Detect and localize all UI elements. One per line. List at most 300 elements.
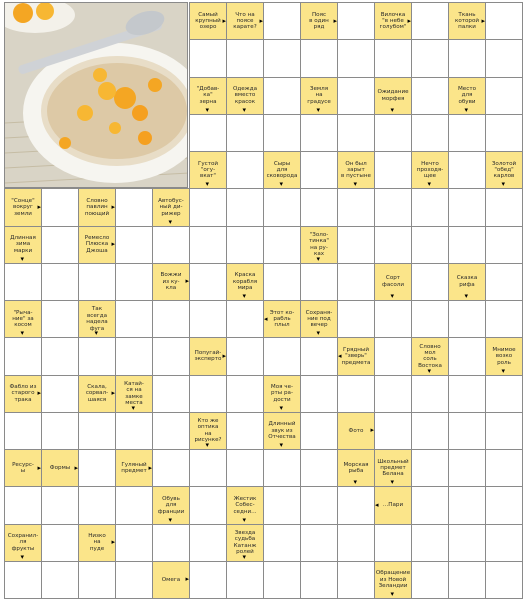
answer-cell[interactable] bbox=[115, 188, 153, 226]
clue-arrow-icon: ▾ bbox=[20, 254, 25, 263]
clue-text: Омега bbox=[161, 576, 181, 583]
clue-text: "Добав- ка" зерна bbox=[196, 86, 220, 105]
answer-cell[interactable] bbox=[374, 226, 412, 264]
clue-text: Сыры для сковорода bbox=[266, 160, 298, 180]
clue-arrow-icon: ▸ bbox=[37, 202, 41, 211]
answer-cell[interactable] bbox=[374, 114, 412, 152]
answer-cell[interactable] bbox=[374, 188, 412, 226]
clue-cell bbox=[300, 226, 338, 264]
clue-arrow-icon: ▾ bbox=[168, 515, 173, 524]
clue-arrow-icon: ▸ bbox=[111, 538, 115, 547]
answer-cell[interactable] bbox=[41, 188, 79, 226]
answer-cell[interactable] bbox=[337, 375, 375, 413]
answer-cell[interactable] bbox=[300, 375, 338, 413]
answer-cell[interactable] bbox=[152, 449, 190, 487]
clue-arrow-icon: ▾ bbox=[242, 515, 247, 524]
answer-cell[interactable] bbox=[263, 449, 301, 487]
clue-text: Длинный звук из Отчества bbox=[268, 421, 296, 441]
answer-cell[interactable] bbox=[337, 2, 375, 40]
clue-text: Место для обуви bbox=[457, 86, 477, 105]
answer-cell[interactable] bbox=[263, 486, 301, 524]
clue-text: Сорт фасоли bbox=[382, 275, 404, 288]
clue-text: Ремесло Плюска Джоша bbox=[84, 235, 110, 254]
clue-cell bbox=[4, 226, 42, 264]
answer-cell[interactable] bbox=[226, 449, 264, 487]
clue-arrow-icon: ▾ bbox=[242, 552, 247, 561]
answer-cell[interactable] bbox=[374, 39, 412, 77]
clue-cell bbox=[448, 263, 486, 301]
clue-arrow-icon: ▸ bbox=[111, 389, 115, 398]
clue-cell bbox=[189, 2, 227, 40]
answer-cell[interactable] bbox=[189, 524, 227, 562]
answer-cell[interactable] bbox=[485, 561, 523, 599]
answer-cell[interactable] bbox=[41, 524, 79, 562]
answer-cell[interactable] bbox=[448, 39, 486, 77]
answer-cell[interactable] bbox=[448, 226, 486, 264]
clue-cell bbox=[226, 77, 264, 115]
answer-cell[interactable] bbox=[115, 300, 153, 338]
clue-text: Ткань которой палки bbox=[454, 11, 480, 31]
answer-cell[interactable] bbox=[485, 77, 523, 115]
clue-text: Ожидание морфея bbox=[377, 89, 409, 102]
clue-text: Он был зарыт в пустыне bbox=[341, 160, 371, 180]
clue-cell bbox=[374, 449, 412, 487]
clue-arrow-icon: ▾ bbox=[390, 292, 395, 300]
answer-cell[interactable] bbox=[263, 77, 301, 115]
answer-cell[interactable] bbox=[78, 449, 116, 487]
clue-text: Катай- ся на замке места bbox=[124, 380, 144, 407]
clue-cell bbox=[189, 337, 227, 375]
clue-text: Морская рыба bbox=[343, 461, 369, 475]
clue-text: Формы bbox=[49, 464, 71, 471]
answer-cell[interactable] bbox=[115, 524, 153, 562]
clue-cell bbox=[189, 151, 227, 189]
answer-cell[interactable] bbox=[41, 300, 79, 338]
clue-arrow-icon: ▸ bbox=[259, 16, 263, 25]
clue-arrow-icon: ▾ bbox=[316, 254, 321, 263]
clue-arrow-icon: ▾ bbox=[316, 329, 321, 338]
clue-arrow-icon: ▾ bbox=[390, 590, 395, 598]
answer-cell[interactable] bbox=[485, 114, 523, 152]
clue-cell bbox=[78, 300, 116, 338]
clue-arrow-icon: ▾ bbox=[390, 105, 395, 114]
answer-cell[interactable] bbox=[4, 412, 42, 450]
answer-cell[interactable] bbox=[374, 412, 412, 450]
clue-cell bbox=[263, 151, 301, 189]
clue-arrow-icon: ▸ bbox=[37, 463, 41, 472]
answer-cell[interactable] bbox=[300, 39, 338, 77]
answer-cell[interactable] bbox=[189, 561, 227, 599]
answer-cell[interactable] bbox=[448, 486, 486, 524]
clue-text: Жестик Собес- седни... bbox=[233, 495, 257, 515]
clue-text: Ресурс- ы bbox=[12, 461, 34, 475]
clue-cell bbox=[448, 77, 486, 115]
clue-cell bbox=[337, 449, 375, 487]
answer-cell[interactable] bbox=[300, 449, 338, 487]
answer-cell[interactable] bbox=[448, 561, 486, 599]
answer-cell[interactable] bbox=[337, 486, 375, 524]
clue-text: Обувь для франции bbox=[157, 495, 185, 515]
clue-cell bbox=[226, 263, 264, 301]
answer-cell[interactable] bbox=[78, 337, 116, 375]
answer-cell[interactable] bbox=[263, 337, 301, 375]
answer-cell[interactable] bbox=[41, 486, 79, 524]
answer-cell[interactable] bbox=[115, 561, 153, 599]
clue-cell bbox=[115, 449, 153, 487]
answer-cell[interactable] bbox=[448, 114, 486, 152]
clue-arrow-icon: ▸ bbox=[222, 351, 226, 360]
clue-cell bbox=[337, 337, 375, 375]
clue-cell bbox=[152, 561, 190, 599]
clue-arrow-icon: ▾ bbox=[464, 105, 469, 114]
answer-cell[interactable] bbox=[485, 300, 523, 338]
answer-cell[interactable] bbox=[337, 300, 375, 338]
clue-text: Мнимое возко роль bbox=[492, 346, 516, 366]
oatmeal-with-peaches-photo bbox=[4, 2, 188, 188]
clue-text: Пояс в один ряд bbox=[309, 11, 329, 31]
clue-arrow-icon: ▾ bbox=[242, 105, 247, 114]
answer-cell[interactable] bbox=[115, 263, 153, 301]
answer-cell[interactable] bbox=[448, 524, 486, 562]
clue-cell bbox=[4, 524, 42, 562]
clue-cell bbox=[374, 561, 412, 599]
answer-cell[interactable] bbox=[485, 188, 523, 226]
clue-arrow-icon: ◂ bbox=[338, 351, 342, 360]
answer-cell[interactable] bbox=[300, 151, 338, 189]
answer-cell[interactable] bbox=[337, 524, 375, 562]
answer-cell[interactable] bbox=[226, 151, 264, 189]
answer-cell[interactable] bbox=[4, 486, 42, 524]
answer-cell[interactable] bbox=[78, 561, 116, 599]
answer-cell[interactable] bbox=[189, 188, 227, 226]
answer-cell[interactable] bbox=[115, 226, 153, 264]
answer-cell[interactable] bbox=[411, 2, 449, 40]
answer-cell[interactable] bbox=[115, 412, 153, 450]
clue-arrow-icon: ▾ bbox=[279, 180, 284, 189]
clue-text: "Рыча- ние" за косом bbox=[12, 309, 34, 329]
answer-cell[interactable] bbox=[263, 263, 301, 301]
answer-cell[interactable] bbox=[152, 337, 190, 375]
answer-cell[interactable] bbox=[4, 263, 42, 301]
answer-cell[interactable] bbox=[300, 263, 338, 301]
clue-cell bbox=[226, 524, 264, 562]
answer-cell[interactable] bbox=[226, 114, 264, 152]
answer-cell[interactable] bbox=[226, 375, 264, 413]
clue-arrow-icon: ▾ bbox=[390, 478, 395, 487]
clue-text: Моя че- рты ра- дости bbox=[270, 384, 294, 403]
clue-cell bbox=[448, 2, 486, 40]
answer-cell[interactable] bbox=[300, 561, 338, 599]
answer-cell[interactable] bbox=[226, 337, 264, 375]
clue-arrow-icon: ▸ bbox=[481, 16, 485, 25]
clue-text: Сказка рифа bbox=[456, 275, 478, 288]
answer-cell[interactable] bbox=[411, 449, 449, 487]
clue-cell bbox=[78, 375, 116, 413]
answer-cell[interactable] bbox=[448, 300, 486, 338]
clue-cell bbox=[411, 151, 449, 189]
answer-cell[interactable] bbox=[448, 375, 486, 413]
clue-cell bbox=[226, 2, 264, 40]
answer-cell[interactable] bbox=[78, 263, 116, 301]
answer-cell[interactable] bbox=[411, 375, 449, 413]
answer-cell[interactable] bbox=[152, 524, 190, 562]
clue-text: Словно мол соль Востока bbox=[418, 343, 442, 369]
answer-cell[interactable] bbox=[411, 486, 449, 524]
answer-cell[interactable] bbox=[152, 412, 190, 450]
answer-cell[interactable] bbox=[41, 412, 79, 450]
clue-cell bbox=[300, 300, 338, 338]
clue-cell bbox=[152, 486, 190, 524]
clue-text: Кто же оптика на рисунке? bbox=[194, 418, 222, 444]
clue-arrow-icon: ▾ bbox=[205, 441, 210, 449]
answer-cell[interactable] bbox=[115, 486, 153, 524]
clue-cell bbox=[78, 226, 116, 264]
clue-cell bbox=[300, 2, 338, 40]
answer-cell[interactable] bbox=[226, 561, 264, 599]
answer-cell[interactable] bbox=[189, 226, 227, 264]
answer-cell[interactable] bbox=[485, 375, 523, 413]
answer-cell[interactable] bbox=[337, 226, 375, 264]
answer-cell[interactable] bbox=[189, 486, 227, 524]
answer-cell[interactable] bbox=[152, 375, 190, 413]
answer-cell[interactable] bbox=[337, 77, 375, 115]
clue-arrow-icon: ▸ bbox=[148, 463, 152, 472]
answer-cell[interactable] bbox=[226, 39, 264, 77]
answer-cell[interactable] bbox=[4, 337, 42, 375]
clue-text: Школьный предмет Белана bbox=[377, 458, 409, 478]
clue-arrow-icon: ▸ bbox=[111, 240, 115, 249]
answer-cell[interactable] bbox=[263, 39, 301, 77]
clue-cell bbox=[485, 337, 523, 375]
answer-cell[interactable] bbox=[448, 151, 486, 189]
clue-arrow-icon: ▸ bbox=[37, 389, 41, 398]
clue-cell bbox=[78, 188, 116, 226]
answer-cell[interactable] bbox=[374, 151, 412, 189]
answer-cell[interactable] bbox=[374, 300, 412, 338]
clue-text: Золотой "обед" карлов bbox=[491, 160, 517, 180]
answer-cell[interactable] bbox=[411, 226, 449, 264]
clue-arrow-icon: ▸ bbox=[185, 575, 189, 584]
clue-text: Грядный "зверь" предмета bbox=[341, 346, 371, 366]
answer-cell[interactable] bbox=[485, 412, 523, 450]
answer-cell[interactable] bbox=[300, 524, 338, 562]
clue-text: Низко на пуде bbox=[88, 533, 106, 552]
clue-text: Что на поясе карате? bbox=[233, 11, 257, 31]
answer-cell[interactable] bbox=[485, 226, 523, 264]
answer-cell[interactable] bbox=[337, 39, 375, 77]
answer-cell[interactable] bbox=[4, 561, 42, 599]
clue-text: Этот ко- рабль плыл bbox=[269, 309, 295, 329]
answer-cell[interactable] bbox=[448, 412, 486, 450]
clue-text: ...Пари bbox=[382, 502, 404, 509]
clue-arrow-icon: ▾ bbox=[316, 105, 321, 114]
answer-cell[interactable] bbox=[411, 561, 449, 599]
answer-cell[interactable] bbox=[189, 300, 227, 338]
answer-cell[interactable] bbox=[485, 486, 523, 524]
answer-cell[interactable] bbox=[448, 188, 486, 226]
answer-cell[interactable] bbox=[411, 39, 449, 77]
answer-cell[interactable] bbox=[337, 188, 375, 226]
answer-cell[interactable] bbox=[300, 412, 338, 450]
clue-arrow-icon: ▸ bbox=[111, 202, 115, 211]
answer-cell[interactable] bbox=[300, 486, 338, 524]
clue-text: Так всегда надела фуга bbox=[86, 306, 108, 332]
oatmeal-bowl-illustration bbox=[5, 3, 188, 188]
answer-cell[interactable] bbox=[374, 337, 412, 375]
clue-arrow-icon: ▾ bbox=[20, 329, 25, 338]
clue-text: "Золо- тинка" на ру- ках bbox=[309, 231, 329, 258]
answer-cell[interactable] bbox=[485, 449, 523, 487]
clue-text: Нечто проходя- щее bbox=[416, 160, 444, 180]
answer-cell[interactable] bbox=[300, 114, 338, 152]
clue-text: Обращение из Новой Зеландии bbox=[375, 570, 411, 590]
answer-cell[interactable] bbox=[115, 337, 153, 375]
clue-cell bbox=[337, 151, 375, 189]
clue-cell bbox=[374, 77, 412, 115]
answer-cell[interactable] bbox=[374, 375, 412, 413]
answer-cell[interactable] bbox=[485, 263, 523, 301]
clue-arrow-icon: ▾ bbox=[20, 552, 25, 561]
answer-cell[interactable] bbox=[485, 524, 523, 562]
answer-cell[interactable] bbox=[485, 2, 523, 40]
answer-cell[interactable] bbox=[411, 524, 449, 562]
clue-text: Сохранил- ля фрукты bbox=[7, 533, 39, 552]
clue-arrow-icon: ▾ bbox=[464, 292, 469, 300]
clue-arrow-icon: ▾ bbox=[353, 478, 358, 487]
answer-cell[interactable] bbox=[189, 263, 227, 301]
clue-arrow-icon: ▾ bbox=[353, 180, 358, 189]
answer-cell[interactable] bbox=[189, 114, 227, 152]
clue-arrow-icon: ▸ bbox=[74, 463, 78, 472]
answer-cell[interactable] bbox=[226, 188, 264, 226]
answer-cell[interactable] bbox=[337, 263, 375, 301]
clue-arrow-icon: ▸ bbox=[222, 16, 226, 25]
answer-cell[interactable] bbox=[263, 114, 301, 152]
answer-cell[interactable] bbox=[448, 449, 486, 487]
clue-text: Звезда судьба Катанж ролей bbox=[233, 529, 257, 556]
clue-text: Автобус- ный ди- рижер bbox=[158, 197, 184, 217]
answer-cell[interactable] bbox=[41, 226, 79, 264]
clue-arrow-icon: ▾ bbox=[242, 292, 247, 300]
clue-cell bbox=[189, 77, 227, 115]
clue-arrow-icon: ▾ bbox=[205, 180, 210, 189]
clue-text: Скала, сорвал- шаяся bbox=[85, 384, 109, 403]
clue-text: "Сонце" вокруг земли bbox=[11, 197, 35, 217]
clue-arrow-icon: ▾ bbox=[501, 180, 506, 189]
clue-cell bbox=[374, 2, 412, 40]
answer-cell[interactable] bbox=[411, 300, 449, 338]
clue-cell bbox=[300, 77, 338, 115]
clue-arrow-icon: ▸ bbox=[333, 16, 337, 25]
clue-cell bbox=[4, 375, 42, 413]
answer-cell[interactable] bbox=[300, 188, 338, 226]
answer-cell[interactable] bbox=[263, 561, 301, 599]
answer-cell[interactable] bbox=[189, 449, 227, 487]
answer-cell[interactable] bbox=[78, 412, 116, 450]
answer-cell[interactable] bbox=[226, 300, 264, 338]
answer-cell[interactable] bbox=[411, 77, 449, 115]
answer-cell[interactable] bbox=[485, 39, 523, 77]
answer-cell[interactable] bbox=[226, 412, 264, 450]
answer-cell[interactable] bbox=[300, 337, 338, 375]
clue-cell bbox=[4, 300, 42, 338]
clue-arrow-icon: ▾ bbox=[205, 105, 210, 114]
answer-cell[interactable] bbox=[263, 524, 301, 562]
answer-cell[interactable] bbox=[152, 300, 190, 338]
clue-arrow-icon: ▾ bbox=[427, 366, 432, 375]
clue-cell bbox=[263, 300, 301, 338]
clue-text: Краска корабля мира bbox=[232, 272, 258, 292]
answer-cell[interactable] bbox=[263, 188, 301, 226]
clue-cell bbox=[263, 375, 301, 413]
answer-cell[interactable] bbox=[411, 188, 449, 226]
answer-cell[interactable] bbox=[41, 263, 79, 301]
answer-cell[interactable] bbox=[263, 2, 301, 40]
clue-cell bbox=[411, 337, 449, 375]
clue-arrow-icon: ▾ bbox=[279, 403, 284, 412]
clue-arrow-icon: ◂ bbox=[375, 500, 379, 509]
clue-arrow-icon: ▾ bbox=[168, 217, 173, 226]
clue-cell bbox=[485, 151, 523, 189]
clue-cell bbox=[374, 263, 412, 301]
clue-arrow-icon: ▾ bbox=[501, 366, 506, 375]
clue-text: Густой "огу- вкат" bbox=[197, 160, 219, 180]
clue-cell bbox=[189, 412, 227, 450]
answer-cell[interactable] bbox=[226, 226, 264, 264]
answer-cell[interactable] bbox=[337, 114, 375, 152]
clue-text: Фото bbox=[348, 427, 364, 434]
answer-cell[interactable] bbox=[411, 114, 449, 152]
clue-text: Попугай- эксперто bbox=[194, 349, 222, 363]
answer-cell[interactable] bbox=[78, 486, 116, 524]
answer-cell[interactable] bbox=[41, 337, 79, 375]
answer-cell[interactable] bbox=[41, 375, 79, 413]
clue-cell bbox=[152, 263, 190, 301]
answer-cell[interactable] bbox=[41, 561, 79, 599]
clue-cell bbox=[337, 412, 375, 450]
answer-cell[interactable] bbox=[411, 412, 449, 450]
answer-cell[interactable] bbox=[374, 524, 412, 562]
clue-text: Самый крупный озеро bbox=[195, 11, 221, 31]
clue-arrow-icon: ▾ bbox=[279, 441, 284, 449]
clue-arrow-icon: ▾ bbox=[94, 329, 99, 338]
answer-cell[interactable] bbox=[152, 226, 190, 264]
answer-cell[interactable] bbox=[411, 263, 449, 301]
clue-cell bbox=[41, 449, 79, 487]
clue-arrow-icon: ▾ bbox=[427, 180, 432, 189]
clue-cell bbox=[115, 375, 153, 413]
clue-text: Гуляный предмет bbox=[121, 461, 147, 475]
answer-cell[interactable] bbox=[263, 226, 301, 264]
answer-cell[interactable] bbox=[448, 337, 486, 375]
answer-cell[interactable] bbox=[337, 561, 375, 599]
clue-text: Вожжи из ку- кла bbox=[160, 272, 182, 292]
clue-arrow-icon: ▸ bbox=[407, 16, 411, 25]
clue-arrow-icon: ◂ bbox=[264, 314, 268, 323]
clue-text: Фабло из старого трака bbox=[9, 384, 37, 403]
clue-text: Земля на градусе bbox=[307, 86, 331, 105]
clue-text: Длинная зима марки bbox=[10, 235, 36, 254]
clue-text: Словно павлин поющий bbox=[84, 197, 110, 217]
clue-cell bbox=[226, 486, 264, 524]
answer-cell[interactable] bbox=[189, 375, 227, 413]
clue-text: Вилочка "в небе голубом" bbox=[379, 11, 407, 31]
clue-cell bbox=[78, 524, 116, 562]
clue-cell bbox=[374, 486, 412, 524]
clue-cell bbox=[4, 449, 42, 487]
answer-cell[interactable] bbox=[189, 39, 227, 77]
clue-arrow-icon: ▸ bbox=[185, 277, 189, 286]
